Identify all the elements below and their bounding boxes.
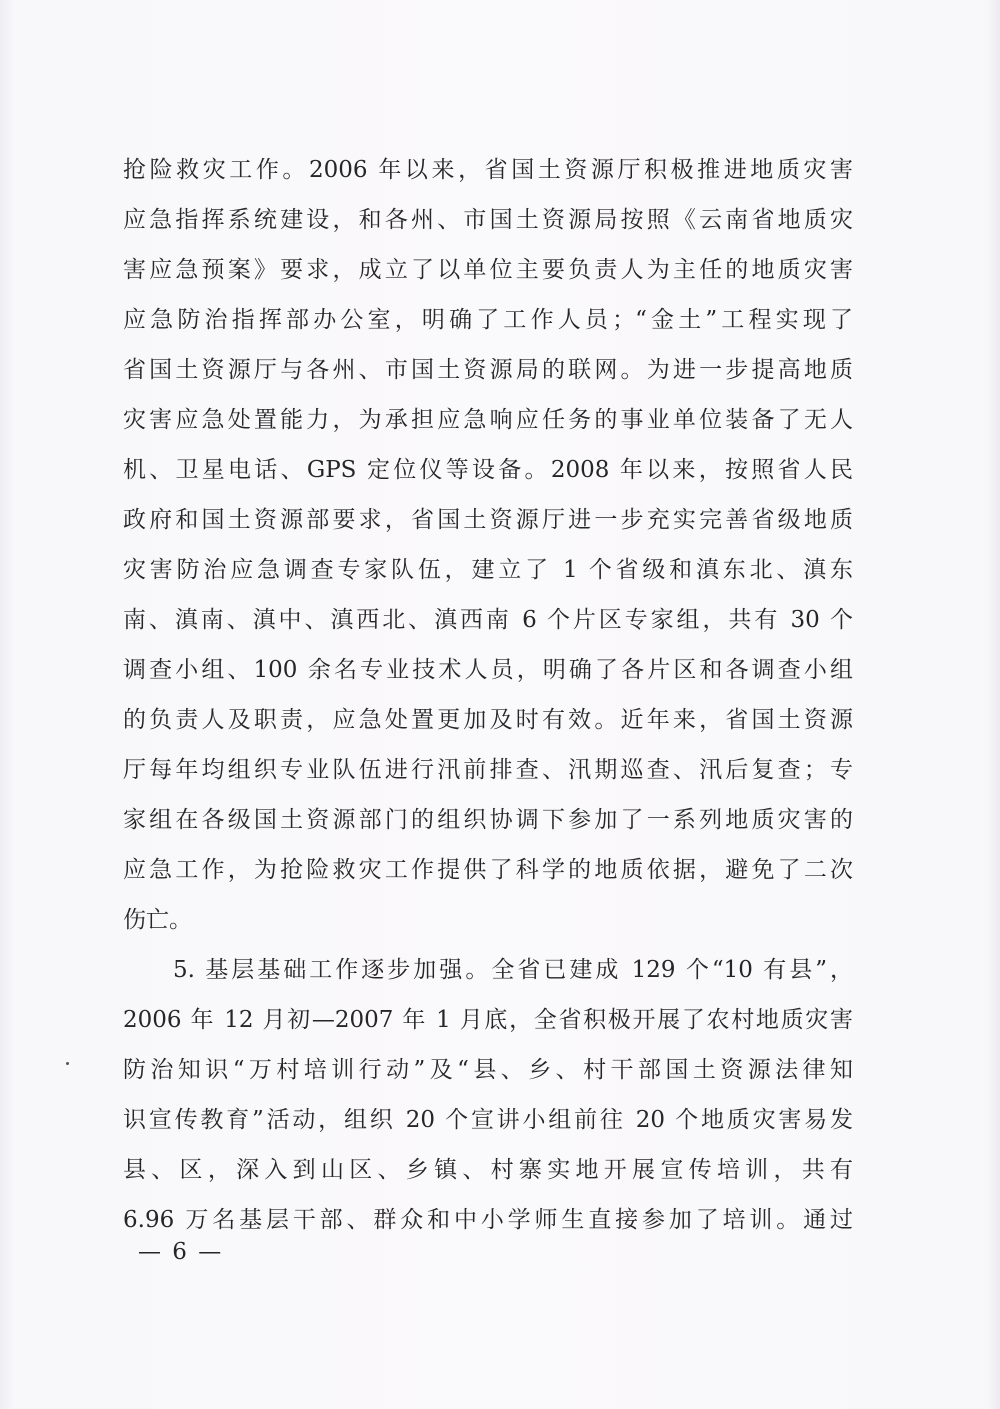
text-line-18: 2006 年 12 月初—2007 年 1 月底，全省积极开展了农村地质灾害	[123, 1007, 853, 1033]
text-line-16: 伤亡。	[123, 907, 192, 933]
text-line-21: 县、区，深入到山区、乡镇、村寨实地开展宣传培训，共有	[123, 1157, 853, 1183]
text-line-2: 应急指挥系统建设，和各州、市国土资源局按照《云南省地质灾	[123, 207, 853, 233]
text-line-10: 南、滇南、滇中、滇西北、滇西南 6 个片区专家组，共有 30 个	[123, 607, 853, 633]
text-line-15: 应急工作，为抢险救灾工作提供了科学的地质依据，避免了二次	[123, 857, 853, 883]
text-line-7: 机、卫星电话、GPS 定位仪等设备。2008 年以来，按照省人民	[123, 457, 853, 483]
text-line-22: 6.96 万名基层干部、群众和中小学师生直接参加了培训。通过	[123, 1207, 853, 1233]
text-line-8: 政府和国土资源部要求，省国土资源厅进一步充实完善省级地质	[123, 507, 853, 533]
text-line-13: 厅每年均组织专业队伍进行汛前排查、汛期巡查、汛后复查；专	[123, 757, 853, 783]
text-line-6: 灾害应急处置能力，为承担应急响应任务的事业单位装备了无人	[123, 407, 853, 433]
text-line-11: 调查小组、100 余名专业技术人员，明确了各片区和各调查小组	[123, 657, 853, 683]
text-line-20: 识宣传教育”活动，组织 20 个宣讲小组前往 20 个地质灾害易发	[123, 1107, 853, 1133]
margin-dot	[66, 1062, 69, 1065]
text-line-9: 灾害防治应急调查专家队伍，建立了 1 个省级和滇东北、滇东	[123, 557, 853, 583]
text-line-3: 害应急预案》要求，成立了以单位主要负责人为主任的地质灾害	[123, 257, 853, 283]
text-line-12: 的负责人及职责，应急处置更加及时有效。近年来，省国土资源	[123, 707, 853, 733]
text-line-4: 应急防治指挥部办公室，明确了工作人员；“金土”工程实现了	[123, 307, 853, 333]
text-line-14: 家组在各级国土资源部门的组织协调下参加了一系列地质灾害的	[123, 807, 853, 833]
text-line-17: 5. 基层基础工作逐步加强。全省已建成 129 个“10 有县”，	[173, 957, 853, 983]
text-line-1: 抢险救灾工作。2006 年以来，省国土资源厅积极推进地质灾害	[123, 157, 853, 183]
page-number: — 6 —	[138, 1239, 224, 1265]
text-line-5: 省国土资源厅与各州、市国土资源局的联网。为进一步提高地质	[123, 357, 853, 383]
text-line-19: 防治知识“万村培训行动”及“县、乡、村干部国土资源法律知	[123, 1057, 853, 1083]
